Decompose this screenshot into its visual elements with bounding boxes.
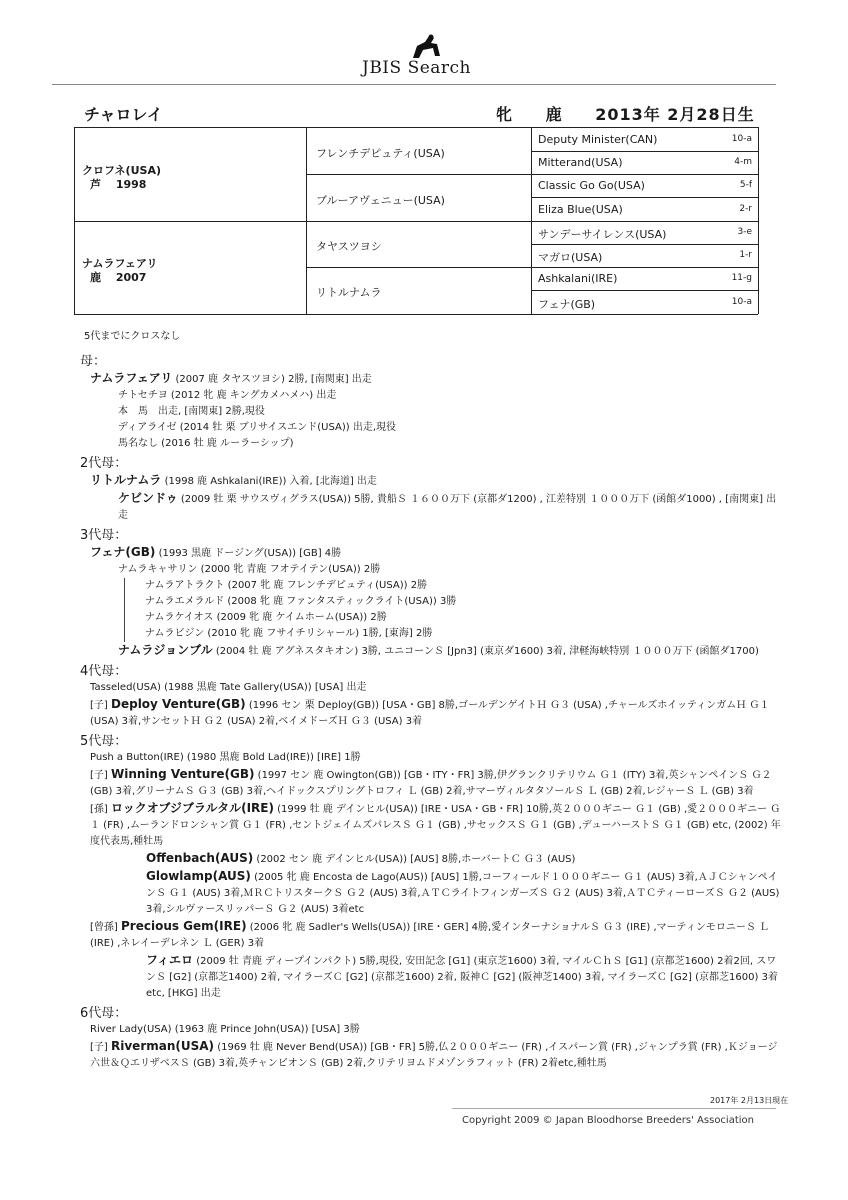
dam-entry — [90, 544, 786, 562]
horse-sex: 牝 — [496, 105, 514, 124]
footer-rule — [452, 1108, 776, 1109]
entry-name: フェナ(GB) — [90, 545, 156, 559]
table-border-right — [758, 127, 759, 314]
section-title: 5代母： — [80, 734, 128, 749]
relation-tag: [子] — [90, 1042, 108, 1053]
gen3-name: Eliza Blue(USA) — [538, 203, 623, 216]
entry-text: (1996 セン 栗 Deploy(GB)) [USA・GB] 8勝,ゴールデンゲイトＨ Ｇ３ (USA) ,チャールズホイッティンガムＨ Ｇ１ (USA) 3着,サンセットＨ Ｇ２ (USA) 2着,ベイメドーズＨ Ｇ３ (USA) 3着 — [90, 700, 770, 727]
sub-list — [124, 578, 786, 642]
list-item: 馬名なし (2016 牡 鹿 ルーラーシップ) — [118, 438, 294, 449]
list-item — [146, 952, 786, 1002]
table-col-divider — [531, 127, 532, 314]
list-item: ナムラアトラクト (2007 牝 鹿 フレンチデピュティ(USA)) 2勝 — [145, 580, 428, 591]
list-item — [146, 850, 786, 868]
entry-text: (1998 鹿 Ashkalani(IRE)) 入着, [北海道] 出走 — [164, 476, 377, 487]
gen3-name: マガロ(USA) — [538, 251, 603, 264]
section-title: 2代母： — [80, 456, 128, 471]
gen3-name: Deputy Minister(CAN) — [538, 133, 658, 146]
relation-tag: [孫] — [90, 804, 108, 815]
gen3-code: 5-f — [739, 180, 752, 190]
list-item: チトセチヨ (2012 牝 鹿 キングカメハメハ) 出走 — [118, 390, 337, 401]
sire-info: 芦 1998 — [90, 178, 147, 191]
table-col-divider — [306, 127, 307, 314]
entry-text: (2002 セン 鹿 デインヒル(USA)) [AUS] 8勝,ホーバートＣ Ｇ３ (AUS) — [256, 854, 576, 865]
gen3-name: Classic Go Go(USA) — [538, 179, 645, 192]
entry-name: Deploy Venture(GB) — [111, 697, 246, 711]
list-item — [90, 918, 786, 952]
table-divider-mid — [74, 221, 758, 222]
horse-rider-icon — [407, 34, 447, 60]
entry-name: Offenbach(AUS) — [146, 851, 254, 865]
gen3-name: Ashkalani(IRE) — [538, 272, 618, 285]
list-item — [90, 766, 786, 800]
table-border-left — [74, 127, 75, 314]
horse-color: 鹿 — [545, 105, 563, 124]
list-item — [90, 1038, 786, 1072]
family-section — [66, 350, 786, 1072]
table-row-divider — [306, 174, 758, 175]
sire-name: クロフネ(USA) — [82, 164, 161, 177]
dam-info: 鹿 2007 — [90, 271, 147, 284]
list-item — [146, 868, 786, 918]
section-title: 4代母： — [80, 664, 128, 679]
gen3-code: 10-a — [731, 134, 752, 144]
list-item — [90, 800, 786, 850]
entry-name: ケビンドゥ — [118, 491, 178, 505]
section-title: 6代母： — [80, 1006, 128, 1021]
list-item — [90, 696, 786, 730]
table-border-top — [74, 127, 758, 128]
entry-name: Glowlamp(AUS) — [146, 869, 251, 883]
entry-name: Precious Gem(IRE) — [121, 919, 247, 933]
no-cross-note: 5代までにクロスなし — [84, 331, 181, 342]
gen3-name: Mitterand(USA) — [538, 156, 623, 169]
dam-name: ナムラフェアリ — [82, 257, 158, 270]
list-item: ナムラキャサリン (2000 牝 青鹿 フオテイテン(USA)) 2勝 — [118, 564, 381, 575]
gen2-dam-dam: リトルナムラ — [316, 286, 382, 299]
list-item — [118, 490, 786, 524]
gen3-name: サンデーサイレンス(USA) — [538, 228, 667, 241]
as-of-date: 2017年 2月13日現在 — [710, 1096, 789, 1105]
entry-text: (1969 牡 鹿 Never Bend(USA)) [GB・FR] 5勝,仏２０００ギニー (FR) ,イスパーン賞 (FR) ,ジャンプラ賞 (FR) ,Ｋジョージ六世＆ＱエリザベスＳ (GB) 3着,英チャンピオンＳ (GB) 2着,クリテリヨムドメゾンラフィット (FR) 2着etc,種牡馬 — [90, 1042, 778, 1069]
logo-text: JBIS Search — [362, 58, 472, 78]
dam-entry — [90, 370, 786, 388]
dam-entry — [90, 472, 786, 490]
gen3-code: 2-r — [739, 204, 752, 214]
horse-birth: 2013年 2月28日生 — [595, 105, 755, 124]
dam-entry: Tasseled(USA) (1988 黒鹿 Tate Gallery(USA)) [USA] 出走 — [90, 682, 367, 693]
table-row-divider — [531, 244, 758, 245]
table-row-divider — [306, 267, 758, 268]
entry-text: (2006 牝 鹿 Sadler's Wells(USA)) [IRE・GER] 4勝,愛インターナショナルＳ Ｇ３ (IRE) ,マーティンモロニーＳ Ｌ (IRE) ,ネレイーデレネン Ｌ (GER) 3着 — [90, 922, 770, 949]
dam-entry: River Lady(USA) (1963 鹿 Prince John(USA)) [USA] 3勝 — [90, 1024, 360, 1035]
entry-name: ロックオブジブラルタル(IRE) — [111, 801, 274, 815]
entry-text: (2004 牡 鹿 アグネスタキオン) 3勝, ユニコーンＳ [Jpn3] (東京ダ1600) 3着, 津軽海峡特別 １０００万下 (函館ダ1700) — [215, 646, 759, 657]
list-item: ナムラビジン (2010 牝 鹿 フサイチリシャール) 1勝, [東海] 2勝 — [145, 628, 433, 639]
entry-text: (2009 牡 栗 サウスヴィグラス(USA)) 5勝, 貴船Ｓ １６００万下 (京都ダ1200) , 江差特別 １０００万下 (函館ダ1000) , [南関東] 出走 — [118, 494, 777, 521]
table-row-divider — [531, 290, 758, 291]
gen3-code: 11-g — [731, 273, 752, 283]
entry-text: (1997 セン 鹿 Owington(GB)) [GB・ITY・FR] 3勝,伊グランクリテリウム Ｇ１ (ITY) 3着,英シャンペインＳ Ｇ２ (GB) 3着,グリーナムＳ Ｇ３ (GB) 3着,ヘイドックスプリングトロフィ Ｌ (GB) 2着,サマーヴィルタタソールＳ Ｌ (GB) 2着,レジャーＳ Ｌ (GB) 3着 — [90, 770, 772, 797]
entry-text: (1999 牡 鹿 デインヒル(USA)) [IRE・USA・GB・FR] 10勝,英２０００ギニー Ｇ１ (GB) ,愛２０００ギニー Ｇ１ (FR) ,ムーランドロンシャン賞 Ｇ１ (FR) ,セントジェイムズパレスＳ Ｇ１ (GB) ,サセックスＳ Ｇ１ (GB) ,デューハーストＳ Ｇ１ (GB) etc, (2002) 年度代表馬,種牡馬 — [90, 804, 781, 847]
gen3-code: 10-a — [731, 297, 752, 307]
jbis-logo — [362, 34, 492, 80]
entry-name: ナムラジョンブル — [118, 643, 213, 657]
entry-name: Winning Venture(GB) — [111, 767, 255, 781]
relation-tag: [曾孫] — [90, 922, 118, 933]
gen3-code: 3-e — [737, 227, 752, 237]
gen2-dam-sire: タヤスツヨシ — [316, 240, 382, 253]
entry-name: フィエロ — [146, 953, 194, 967]
table-border-bottom — [74, 314, 758, 315]
gen2-sire-sire: フレンチデピュティ(USA) — [316, 147, 445, 160]
entry-name: Riverman(USA) — [111, 1039, 215, 1053]
list-item: ディアライゼ (2014 牡 栗 ブリサイスエンド(USA)) 出走,現役 — [118, 422, 397, 433]
list-item: ナムラケイオス (2009 牝 鹿 ケイムホーム(USA)) 2勝 — [145, 612, 387, 623]
dam-entry: Push a Button(IRE) (1980 黒鹿 Bold Lad(IRE)) [IRE] 1勝 — [90, 752, 361, 763]
entry-name: リトルナムラ — [90, 473, 162, 487]
table-row-divider — [531, 151, 758, 152]
entry-name: ナムラフェアリ — [90, 371, 173, 385]
table-row-divider — [531, 197, 758, 198]
relation-tag: [子] — [90, 770, 108, 781]
header-rule — [52, 84, 776, 85]
gen3-code: 4-m — [734, 157, 752, 167]
entry-text: (2009 牡 青鹿 ディープインパクト) 5勝,現役, 安田記念 [G1] (東京芝1600) 3着, マイルＣｈＳ [G1] (京都芝1600) 2着2回, スワンＳ [G2] (京都芝1400) 2着, マイラーズＣ [G2] (京都芝1600) 2着, 阪神Ｃ [G2] (阪神芝1400) 3着, マイラーズＣ [G2] (京都芝1600) 3着etc, [HKG] 出走 — [146, 956, 778, 999]
list-item: ナムラエメラルド (2008 牝 鹿 ファンタスティックライト(USA)) 3勝 — [145, 596, 457, 607]
copyright: Copyright 2009 © Japan Bloodhorse Breeders' Association — [462, 1115, 754, 1126]
list-item — [118, 642, 786, 660]
entry-text: (1993 黒鹿 ドージング(USA)) [GB] 4勝 — [158, 548, 342, 559]
entry-text: (2005 牝 鹿 Encosta de Lago(AUS)) [AUS] 1勝,コーフィールド１０００ギニー Ｇ１ (AUS) 3着,ＡＪＣシャンペインＳ Ｇ１ (AUS) 3着,ＭＲＣトリスタークＳ Ｇ２ (AUS) 3着,ＡＴＣライトフィンガーズＳ Ｇ２ (AUS) 3着,ＡＴＣティーローズＳ Ｇ２ (AUS) 3着,シルヴァースリッパーＳ Ｇ２ (AUS) 3着etc — [146, 872, 780, 915]
section-title: 母： — [80, 354, 107, 369]
gen3-name: フェナ(GB) — [538, 298, 596, 311]
horse-name: チャロレイ — [84, 105, 163, 124]
entry-text: (2007 鹿 タヤスツヨシ) 2勝, [南関東] 出走 — [175, 374, 372, 385]
gen3-code: 1-r — [739, 250, 752, 260]
list-item: 本 馬 出走, [南関東] 2勝,現役 — [118, 406, 265, 417]
gen2-sire-dam: ブルーアヴェニュー(USA) — [316, 194, 445, 207]
horse-profile — [496, 102, 755, 125]
relation-tag: [子] — [90, 700, 108, 711]
section-title: 3代母： — [80, 528, 128, 543]
